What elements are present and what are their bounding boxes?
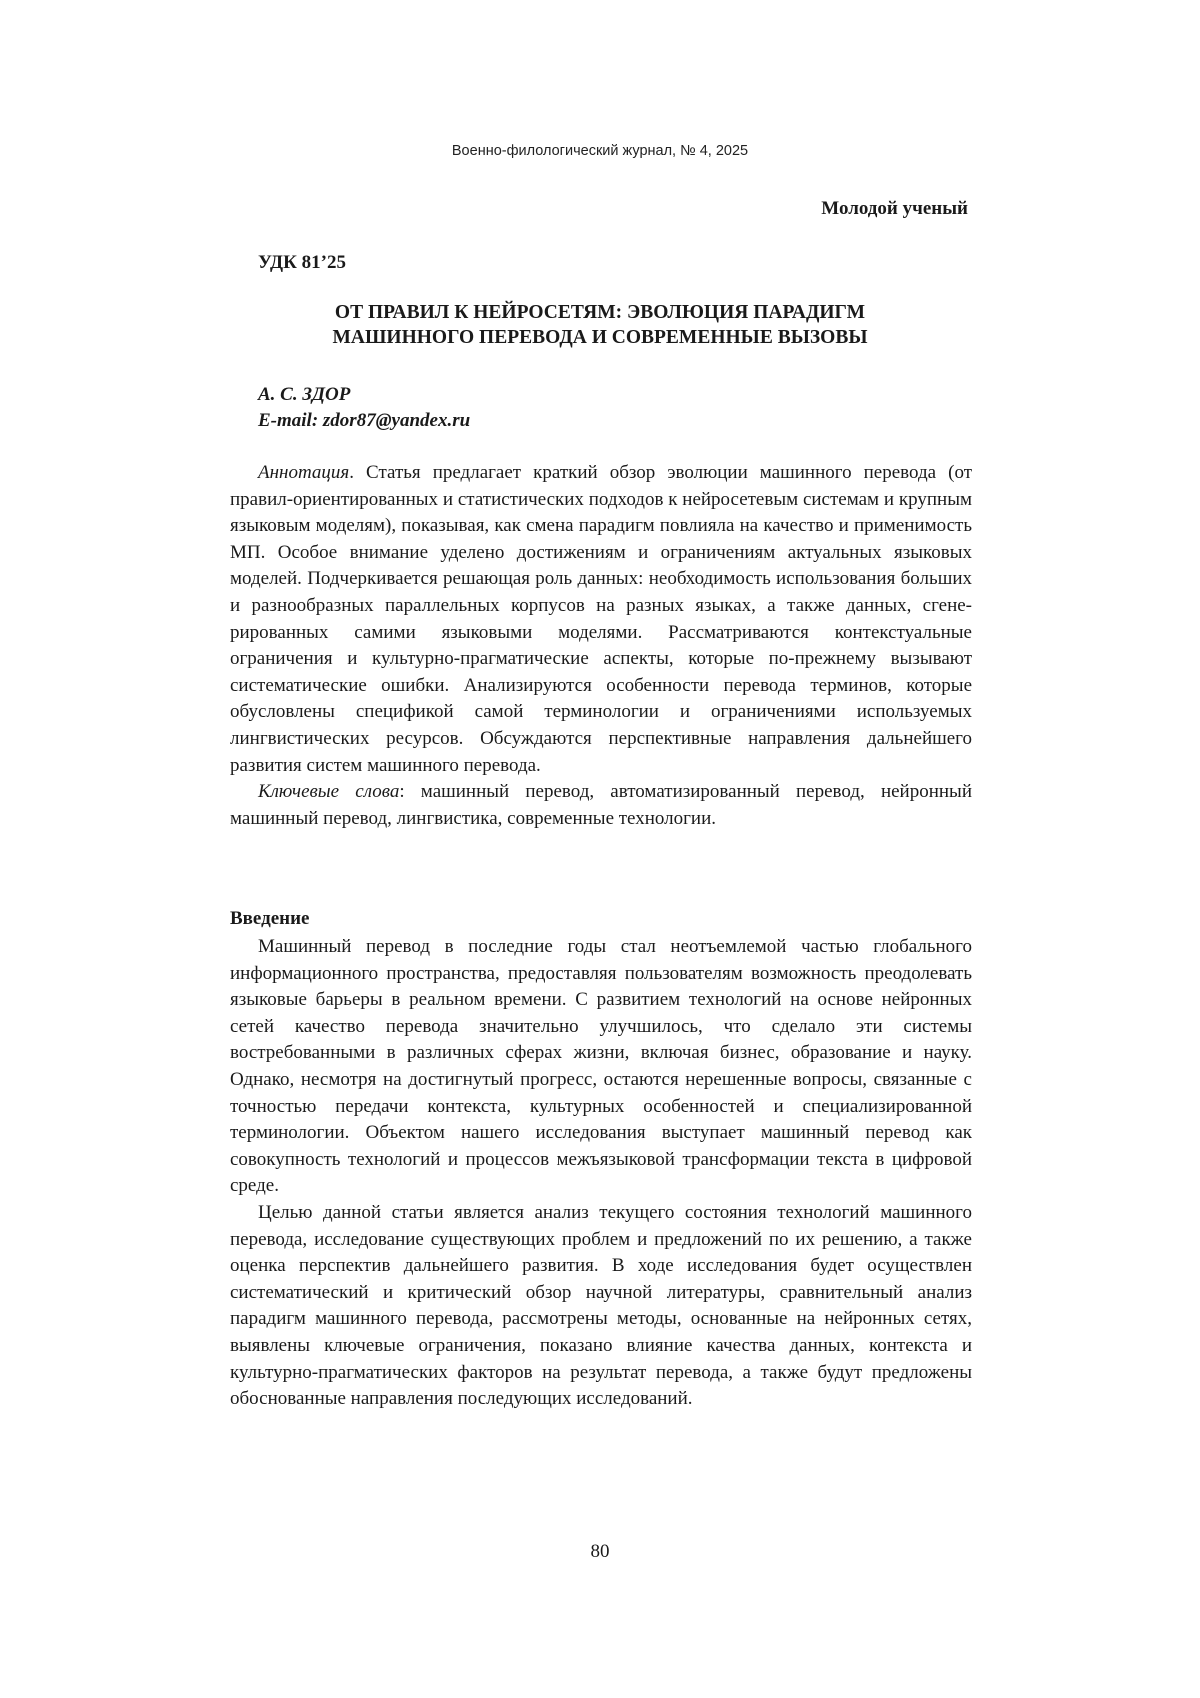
abstract-text: . Статья предлагает краткий обзор эволюции машинного перевода (от правил-ориентированных и статистических подходов к нейросетевым системам и крупным языковым моделям), показывая, как смена парадигм повлияла на качество и применимость МП. Особое внимание уделено достижениям и ограничениям актуальных языковых моделей. Подчеркивается решающая роль данных: необходимость использования больших и разнообразных параллельных корпусов на разных языках, а также данных, сгенерированных самими языковыми моделями. Рассматриваются контекстуальные ограничения и культурно-прагматические аспекты, которые по-прежнему вызывают систематические ошибки. Анализируются особенности перевода терминов, которые обусловлены спецификой самой терминологии и ограничениями используемых лингвистических ресурсов. Обсуждаются перспективные направления дальнейшего развития систем машинного перевода. <box>230 462 972 776</box>
author-block <box>258 382 470 434</box>
introduction-heading: Введение <box>230 908 310 929</box>
section-heading: Молодой ученый <box>821 198 968 219</box>
abstract-section <box>230 460 972 832</box>
keywords-label: Ключевые слова <box>258 781 400 803</box>
abstract-label: Аннотация <box>258 462 350 483</box>
keywords-paragraph <box>230 779 972 832</box>
article-title <box>200 300 1000 350</box>
running-head: Военно-филологический журнал, № 4, 2025 <box>451 143 749 159</box>
author-name: А. С. ЗДОР <box>258 384 351 405</box>
title-line-1: ОТ ПРАВИЛ К НЕЙРОСЕТЯМ: ЭВОЛЮЦИЯ ПАРАДИГМ <box>334 302 866 323</box>
introduction-section <box>230 934 972 1413</box>
author-email: E-mail: zdor87@yandex.ru <box>258 410 471 431</box>
page-number: 80 <box>590 1541 610 1562</box>
keywords-text: : машинный перевод, автоматизированный перевод, нейронный машинный перевод, лингвистика, современные технологии. <box>230 781 972 829</box>
abstract-paragraph <box>230 460 972 779</box>
intro-paragraph-2: Целью данной статьи является анализ текущего состояния технологий машинного перевода, исследование существующих проблем и предложений по их решению, а также оценка перспектив дальнейшего развития. В ходе исследования будет осуществлен систематический и критический обзор научной литературы, сравнительный анализ парадигм машинного перевода, рассмотрены методы, основанные на нейронных сетях, выявлены ключевые ограничения, показано влияние качества данных, контекста и культурно-прагматических факторов на результат перевода, а также будут предложены обоснованные направления последующих исследований. <box>230 1201 972 1410</box>
intro-paragraph-1: Машинный перевод в последние годы стал неотъемлемой частью глобального информационного пространства, предоставляя пользователям возможность преодолевать языковые барьеры в реальном времени. С развитием технологий на основе нейронных сетей качество перевода значительно улучшилось, что сделало эти системы востребованными в различных сферах жизни, включая бизнес, образование и науку. Однако, несмотря на достигнутый прогресс, остаются нерешенные вопросы, связанные с точностью передачи контекста, культурных особенностей и специализированной терминологии. Объектом нашего исследования выступает машинный перевод как совокупность технологий и процессов межъязыковой трансформации текста в цифровой среде. <box>230 936 972 1197</box>
title-line-2: МАШИННОГО ПЕРЕВОДА И СОВРЕМЕННЫЕ ВЫЗОВЫ <box>332 327 868 348</box>
udk-code: УДК 81’25 <box>258 252 346 273</box>
